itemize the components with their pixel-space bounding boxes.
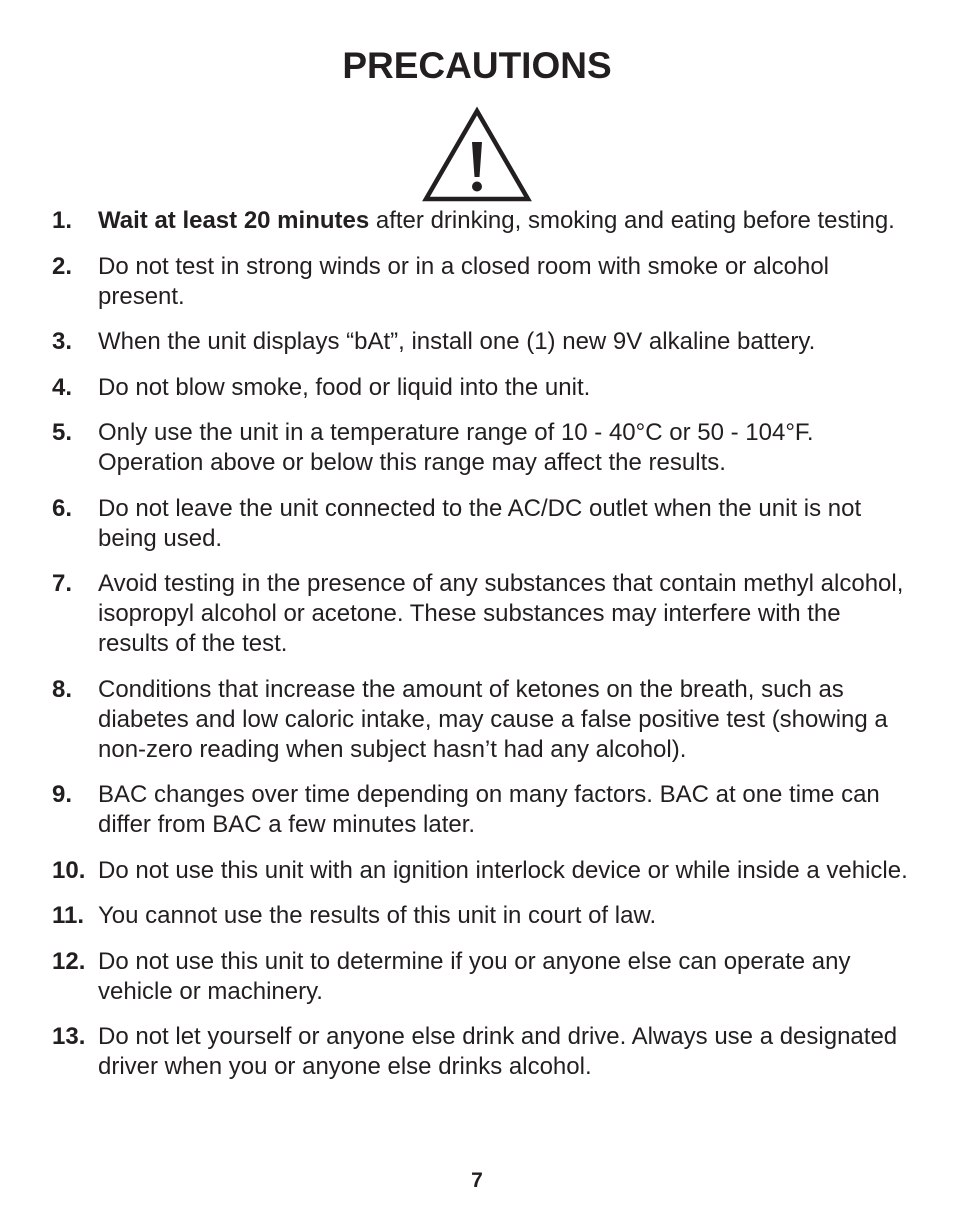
item-number: 12. (52, 947, 86, 975)
precaution-item-2 (52, 252, 912, 312)
item-number: 1. (52, 207, 73, 234)
item-text: Avoid testing in the presence of any substances that contain methyl alcohol, isopropyl alcohol or acetone. These substances may interfere with the results of the test. (98, 570, 904, 657)
precaution-item-7 (52, 569, 912, 659)
item-number: 9. (52, 781, 73, 808)
item-text: Do not leave the unit connected to the AC/DC outlet when the unit is not being used. (98, 494, 862, 552)
item-text: Do not use this unit with an ignition interlock device or while inside a vehicle. (98, 856, 908, 884)
item-text: BAC changes over time depending on many factors. BAC at one time can differ from BAC a few minutes later. (98, 781, 880, 838)
precaution-item-11 (52, 901, 912, 931)
item-text (98, 206, 912, 236)
item-text: Do not blow smoke, food or liquid into the unit. (98, 373, 591, 401)
precaution-list (52, 206, 912, 1098)
precaution-item-9 (52, 780, 912, 840)
item-text-body: after drinking, smoking and eating before testing. (369, 207, 895, 234)
precaution-item-4 (52, 373, 912, 403)
item-number: 5. (52, 419, 73, 446)
item-text: Do not use this unit to determine if you or anyone else can operate any vehicle or machinery. (98, 947, 851, 1005)
warning-triangle-icon (420, 106, 534, 204)
item-text-bold: Wait at least 20 minutes (98, 207, 370, 234)
precaution-item-10 (52, 856, 912, 886)
item-number: 6. (52, 494, 73, 522)
precaution-item-12 (52, 947, 912, 1007)
item-text: Only use the unit in a temperature range of 10 - 40°C or 50 - 104°F. Operation above or below this range may affect the results. (98, 419, 814, 476)
precaution-item-3 (52, 327, 912, 357)
item-number: 13. (52, 1023, 86, 1050)
item-text: Do not let yourself or anyone else drink and drive. Always use a designated driver when you or anyone else drinks alcohol. (98, 1023, 898, 1080)
item-number: 10. (52, 856, 86, 884)
item-number: 11. (52, 902, 85, 929)
precaution-item-1 (52, 206, 912, 236)
page-number: 7 (471, 1169, 483, 1192)
precaution-item-6 (52, 494, 912, 554)
item-number: 2. (52, 252, 73, 280)
item-text: You cannot use the results of this unit in court of law. (98, 902, 657, 929)
item-text: When the unit displays “bAt”, install one (1) new 9V alkaline battery. (98, 328, 816, 355)
precaution-item-8 (52, 675, 912, 765)
item-number: 8. (52, 675, 73, 703)
page-title: PRECAUTIONS (342, 45, 612, 86)
item-number: 4. (52, 373, 73, 401)
item-text: Do not test in strong winds or in a closed room with smoke or alcohol present. (98, 252, 830, 310)
item-number: 3. (52, 328, 73, 355)
precaution-item-13 (52, 1022, 912, 1082)
item-number: 7. (52, 570, 73, 597)
precaution-item-5 (52, 418, 912, 478)
item-text: Conditions that increase the amount of ketones on the breath, such as diabetes and low caloric intake, may cause a false positive test (showing a non-zero reading when subject hasn’t had any alcohol). (98, 675, 888, 763)
